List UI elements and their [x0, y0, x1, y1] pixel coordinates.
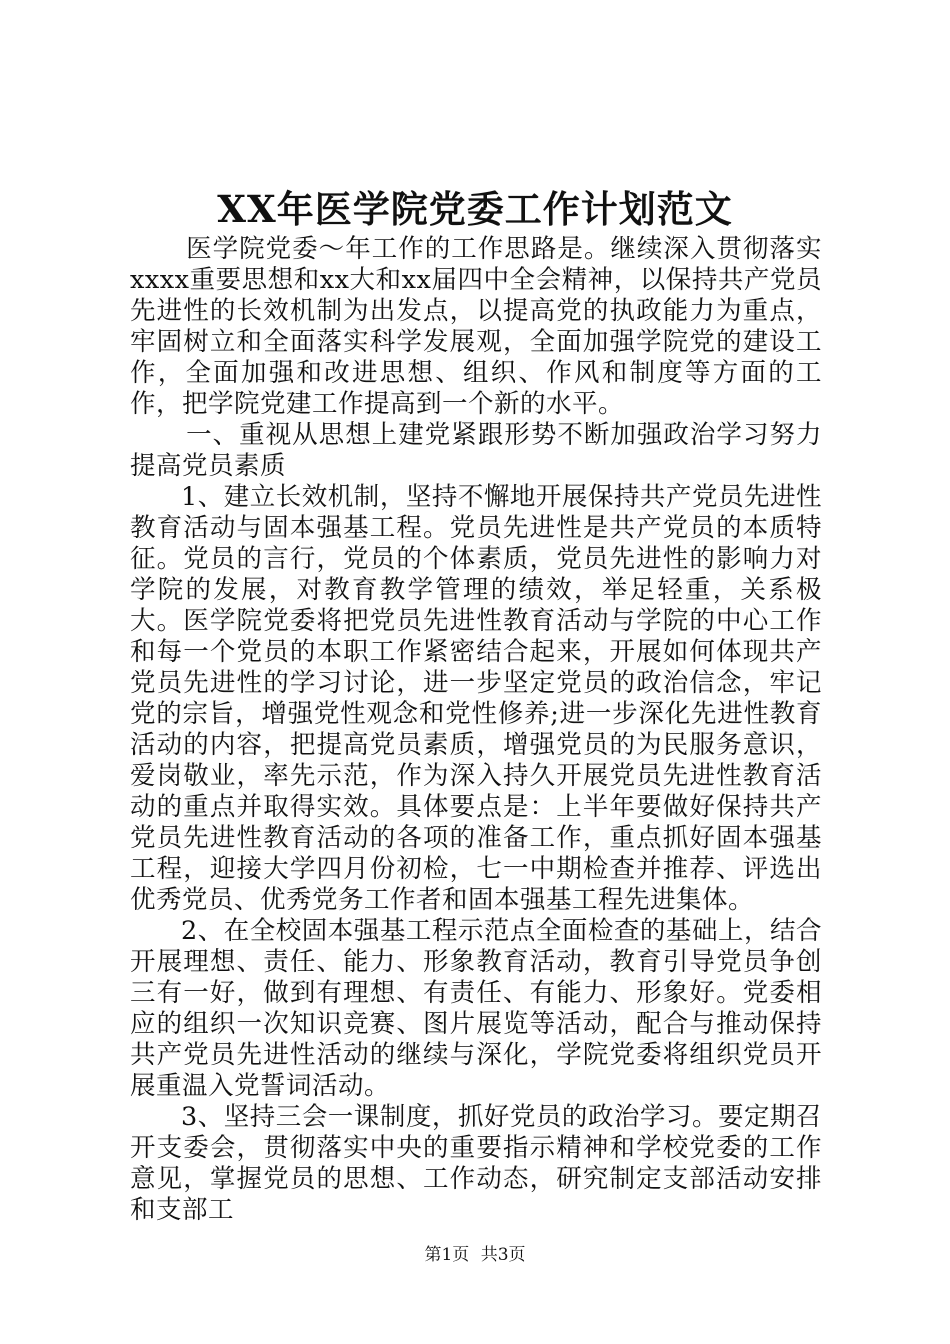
section-heading: 一、重视从思想上建党紧跟形势不断加强政治学习努力提高党员素质 [130, 420, 822, 481]
page-footer [0, 1243, 950, 1267]
paragraph-intro: 医学院党委～年工作的工作思路是。继续深入贯彻落实xxxx重要思想和xx大和xx届四中全会精神，以保持共产党员先进性的长效机制为出发点，以提高党的执政能力为重点，牢固树立和全面落实科学发展观，全面加强学院党的建设工作，全面加强和改进思想、组织、作风和制度等方面的工作，把学院党建工作提高到一个新的水平。 [130, 234, 822, 419]
paragraph-item-2: 2、在全校固本强基工程示范点全面检查的基础上，结合开展理想、责任、能力、形象教育活动，教育引导党员争创三有一好，做到有理想、有责任、有能力、形象好。党委相应的组织一次知识竞赛、图片展览等活动，配合与推动保持共产党员先进性活动的继续与深化，学院党委将组织党员开展重温入党誓词活动。 [130, 916, 822, 1101]
document-body [130, 234, 822, 1226]
paragraph-item-3: 3、坚持三会一课制度，抓好党员的政治学习。要定期召开支委会，贯彻落实中央的重要指示精神和学校党委的工作意见，掌握党员的思想、工作动态，研究制定支部活动安排和支部工 [130, 1102, 822, 1225]
page-total: 共3页 [480, 1245, 526, 1265]
page-number: 第1页 [424, 1245, 470, 1265]
paragraph-item-1: 1、建立长效机制，坚持不懈地开展保持共产党员先进性教育活动与固本强基工程。党员先进性是共产党员的本质特征。党员的言行，党员的个体素质，党员先进性的影响力对学院的发展，对教育教学管理的绩效，举足轻重，关系极大。医学院党委将把党员先进性教育活动与学院的中心工作和每一个党员的本职工作紧密结合起来，开展如何体现共产党员先进性的学习讨论，进一步坚定党员的政治信念，牢记党的宗旨，增强党性观念和党性修养;进一步深化先进性教育活动的内容，把提高党员素质，增强党员的为民服务意识，爱岗敬业，率先示范，作为深入持久开展党员先进性教育活动的重点并取得实效。具体要点是：上半年要做好保持共产党员先进性教育活动的各项的准备工作，重点抓好固本强基工程，迎接大学四月份初检，七一中期检查并推荐、评选出优秀党员、优秀党务工作者和固本强基工程先进集体。 [130, 482, 822, 915]
document-title: XX年医学院党委工作计划范文 [217, 187, 733, 231]
